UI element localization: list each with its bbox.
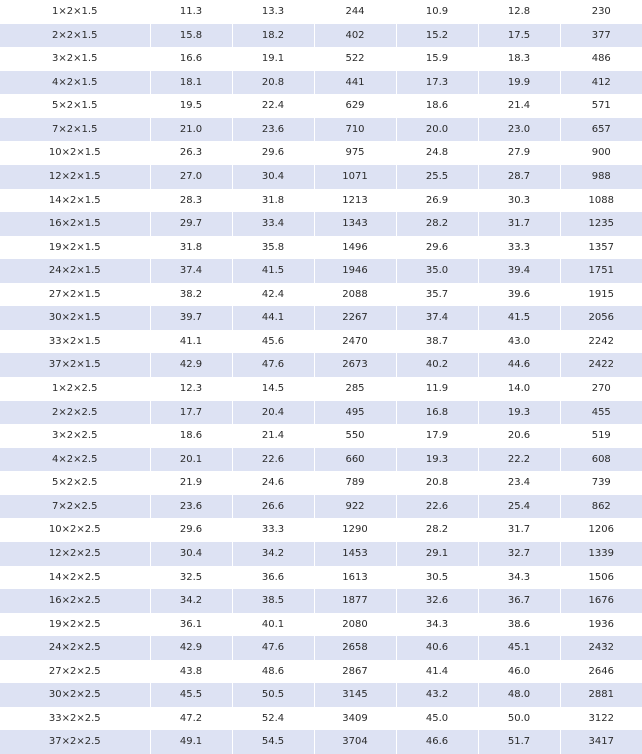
value-cell-4: 15.2 — [396, 24, 478, 48]
table-row — [0, 236, 642, 260]
value-cell-3: 1946 — [314, 259, 396, 283]
value-cell-6: 2056 — [560, 306, 642, 330]
value-cell-2: 18.2 — [232, 24, 314, 48]
value-cell-1: 29.6 — [150, 518, 232, 542]
value-cell-1: 18.1 — [150, 71, 232, 95]
value-cell-3: 3145 — [314, 683, 396, 707]
value-cell-4: 19.3 — [396, 448, 478, 472]
table-row — [0, 401, 642, 425]
value-cell-4: 15.9 — [396, 47, 478, 71]
value-cell-2: 45.6 — [232, 330, 314, 354]
value-cell-5: 23.4 — [478, 471, 560, 495]
spec-cell: 37×2×2.5 — [0, 730, 150, 754]
value-cell-5: 12.8 — [478, 0, 560, 24]
value-cell-5: 36.7 — [478, 589, 560, 613]
value-cell-3: 789 — [314, 471, 396, 495]
value-cell-4: 35.7 — [396, 283, 478, 307]
value-cell-3: 2088 — [314, 283, 396, 307]
spec-cell: 27×2×2.5 — [0, 660, 150, 684]
value-cell-2: 19.1 — [232, 47, 314, 71]
value-cell-2: 24.6 — [232, 471, 314, 495]
value-cell-6: 1339 — [560, 542, 642, 566]
table-row — [0, 424, 642, 448]
value-cell-5: 17.5 — [478, 24, 560, 48]
value-cell-4: 40.2 — [396, 353, 478, 377]
value-cell-2: 23.6 — [232, 118, 314, 142]
table-row — [0, 118, 642, 142]
value-cell-3: 1290 — [314, 518, 396, 542]
table-row — [0, 613, 642, 637]
value-cell-1: 28.3 — [150, 189, 232, 213]
table-row — [0, 707, 642, 731]
value-cell-6: 900 — [560, 141, 642, 165]
value-cell-5: 31.7 — [478, 212, 560, 236]
table-row — [0, 566, 642, 590]
spec-cell: 33×2×2.5 — [0, 707, 150, 731]
spec-cell: 19×2×2.5 — [0, 613, 150, 637]
value-cell-6: 2242 — [560, 330, 642, 354]
table-row — [0, 683, 642, 707]
value-cell-3: 975 — [314, 141, 396, 165]
spec-cell: 30×2×1.5 — [0, 306, 150, 330]
value-cell-5: 19.3 — [478, 401, 560, 425]
value-cell-4: 28.2 — [396, 518, 478, 542]
spec-cell: 16×2×2.5 — [0, 589, 150, 613]
table-row — [0, 448, 642, 472]
table-row — [0, 141, 642, 165]
value-cell-1: 39.7 — [150, 306, 232, 330]
spec-cell: 7×2×1.5 — [0, 118, 150, 142]
value-cell-5: 19.9 — [478, 71, 560, 95]
table-row — [0, 212, 642, 236]
value-cell-3: 660 — [314, 448, 396, 472]
value-cell-5: 45.1 — [478, 636, 560, 660]
value-cell-2: 20.8 — [232, 71, 314, 95]
value-cell-2: 34.2 — [232, 542, 314, 566]
value-cell-1: 17.7 — [150, 401, 232, 425]
table-row — [0, 330, 642, 354]
value-cell-5: 46.0 — [478, 660, 560, 684]
table-row — [0, 189, 642, 213]
value-cell-2: 35.8 — [232, 236, 314, 260]
value-cell-3: 522 — [314, 47, 396, 71]
table-row — [0, 542, 642, 566]
value-cell-6: 1915 — [560, 283, 642, 307]
spec-cell: 10×2×1.5 — [0, 141, 150, 165]
spec-cell: 5×2×1.5 — [0, 94, 150, 118]
value-cell-3: 1213 — [314, 189, 396, 213]
value-cell-4: 28.2 — [396, 212, 478, 236]
value-cell-6: 862 — [560, 495, 642, 519]
spec-cell: 4×2×2.5 — [0, 448, 150, 472]
spec-cell: 33×2×1.5 — [0, 330, 150, 354]
value-cell-3: 1343 — [314, 212, 396, 236]
value-cell-1: 21.0 — [150, 118, 232, 142]
value-cell-3: 3704 — [314, 730, 396, 754]
value-cell-6: 1506 — [560, 566, 642, 590]
value-cell-6: 1936 — [560, 613, 642, 637]
value-cell-5: 18.3 — [478, 47, 560, 71]
value-cell-5: 44.6 — [478, 353, 560, 377]
value-cell-5: 27.9 — [478, 141, 560, 165]
value-cell-5: 21.4 — [478, 94, 560, 118]
value-cell-1: 31.8 — [150, 236, 232, 260]
value-cell-4: 22.6 — [396, 495, 478, 519]
spec-cell: 1×2×1.5 — [0, 0, 150, 24]
value-cell-4: 32.6 — [396, 589, 478, 613]
value-cell-3: 441 — [314, 71, 396, 95]
spec-cell: 12×2×1.5 — [0, 165, 150, 189]
value-cell-4: 25.5 — [396, 165, 478, 189]
value-cell-6: 3122 — [560, 707, 642, 731]
value-cell-2: 31.8 — [232, 189, 314, 213]
value-cell-5: 14.0 — [478, 377, 560, 401]
value-cell-1: 11.3 — [150, 0, 232, 24]
table-row — [0, 165, 642, 189]
value-cell-2: 29.6 — [232, 141, 314, 165]
value-cell-2: 47.6 — [232, 636, 314, 660]
value-cell-1: 19.5 — [150, 94, 232, 118]
value-cell-6: 1676 — [560, 589, 642, 613]
table-row — [0, 353, 642, 377]
table-row — [0, 589, 642, 613]
value-cell-3: 1877 — [314, 589, 396, 613]
table-row — [0, 471, 642, 495]
value-cell-2: 26.6 — [232, 495, 314, 519]
table-row — [0, 636, 642, 660]
table-row — [0, 94, 642, 118]
value-cell-4: 30.5 — [396, 566, 478, 590]
value-cell-5: 32.7 — [478, 542, 560, 566]
value-cell-2: 20.4 — [232, 401, 314, 425]
spec-cell: 4×2×1.5 — [0, 71, 150, 95]
value-cell-1: 20.1 — [150, 448, 232, 472]
value-cell-6: 1751 — [560, 259, 642, 283]
value-cell-5: 33.3 — [478, 236, 560, 260]
spec-cell: 19×2×1.5 — [0, 236, 150, 260]
value-cell-1: 26.3 — [150, 141, 232, 165]
spec-cell: 2×2×1.5 — [0, 24, 150, 48]
spec-cell: 14×2×2.5 — [0, 566, 150, 590]
value-cell-4: 40.6 — [396, 636, 478, 660]
value-cell-3: 550 — [314, 424, 396, 448]
value-cell-2: 36.6 — [232, 566, 314, 590]
value-cell-4: 45.0 — [396, 707, 478, 731]
value-cell-6: 2881 — [560, 683, 642, 707]
value-cell-4: 34.3 — [396, 613, 478, 637]
value-cell-5: 23.0 — [478, 118, 560, 142]
value-cell-4: 46.6 — [396, 730, 478, 754]
value-cell-1: 16.6 — [150, 47, 232, 71]
table-row — [0, 377, 642, 401]
value-cell-6: 2432 — [560, 636, 642, 660]
value-cell-1: 30.4 — [150, 542, 232, 566]
value-cell-1: 41.1 — [150, 330, 232, 354]
value-cell-2: 42.4 — [232, 283, 314, 307]
value-cell-1: 42.9 — [150, 636, 232, 660]
value-cell-1: 49.1 — [150, 730, 232, 754]
value-cell-3: 1453 — [314, 542, 396, 566]
value-cell-6: 486 — [560, 47, 642, 71]
value-cell-6: 519 — [560, 424, 642, 448]
value-cell-3: 2673 — [314, 353, 396, 377]
value-cell-4: 24.8 — [396, 141, 478, 165]
spec-cell: 24×2×1.5 — [0, 259, 150, 283]
value-cell-2: 33.3 — [232, 518, 314, 542]
spec-cell: 16×2×1.5 — [0, 212, 150, 236]
value-cell-3: 1496 — [314, 236, 396, 260]
value-cell-2: 54.5 — [232, 730, 314, 754]
table-row — [0, 306, 642, 330]
value-cell-6: 230 — [560, 0, 642, 24]
value-cell-3: 285 — [314, 377, 396, 401]
value-cell-3: 495 — [314, 401, 396, 425]
value-cell-2: 13.3 — [232, 0, 314, 24]
table-row — [0, 730, 642, 754]
value-cell-2: 22.4 — [232, 94, 314, 118]
value-cell-6: 412 — [560, 71, 642, 95]
value-cell-2: 48.6 — [232, 660, 314, 684]
table-row — [0, 660, 642, 684]
value-cell-4: 29.6 — [396, 236, 478, 260]
value-cell-6: 2646 — [560, 660, 642, 684]
value-cell-3: 3409 — [314, 707, 396, 731]
value-cell-1: 45.5 — [150, 683, 232, 707]
value-cell-2: 30.4 — [232, 165, 314, 189]
value-cell-5: 34.3 — [478, 566, 560, 590]
value-cell-4: 17.3 — [396, 71, 478, 95]
value-cell-2: 22.6 — [232, 448, 314, 472]
spec-cell: 3×2×2.5 — [0, 424, 150, 448]
spec-cell: 10×2×2.5 — [0, 518, 150, 542]
value-cell-2: 38.5 — [232, 589, 314, 613]
value-cell-2: 47.6 — [232, 353, 314, 377]
value-cell-4: 18.6 — [396, 94, 478, 118]
value-cell-6: 1235 — [560, 212, 642, 236]
value-cell-2: 40.1 — [232, 613, 314, 637]
value-cell-4: 29.1 — [396, 542, 478, 566]
value-cell-6: 270 — [560, 377, 642, 401]
value-cell-2: 21.4 — [232, 424, 314, 448]
value-cell-5: 39.6 — [478, 283, 560, 307]
value-cell-6: 1206 — [560, 518, 642, 542]
value-cell-4: 11.9 — [396, 377, 478, 401]
value-cell-1: 21.9 — [150, 471, 232, 495]
value-cell-6: 608 — [560, 448, 642, 472]
value-cell-1: 29.7 — [150, 212, 232, 236]
value-cell-3: 2470 — [314, 330, 396, 354]
spec-cell: 5×2×2.5 — [0, 471, 150, 495]
value-cell-5: 28.7 — [478, 165, 560, 189]
value-cell-1: 18.6 — [150, 424, 232, 448]
value-cell-5: 25.4 — [478, 495, 560, 519]
value-cell-3: 2658 — [314, 636, 396, 660]
value-cell-6: 1088 — [560, 189, 642, 213]
spec-cell: 24×2×2.5 — [0, 636, 150, 660]
value-cell-4: 41.4 — [396, 660, 478, 684]
table-row — [0, 259, 642, 283]
table-row — [0, 47, 642, 71]
value-cell-5: 30.3 — [478, 189, 560, 213]
value-cell-2: 44.1 — [232, 306, 314, 330]
value-cell-4: 17.9 — [396, 424, 478, 448]
value-cell-5: 51.7 — [478, 730, 560, 754]
value-cell-5: 50.0 — [478, 707, 560, 731]
value-cell-4: 38.7 — [396, 330, 478, 354]
value-cell-5: 41.5 — [478, 306, 560, 330]
value-cell-5: 31.7 — [478, 518, 560, 542]
spec-cell: 14×2×1.5 — [0, 189, 150, 213]
value-cell-3: 1071 — [314, 165, 396, 189]
value-cell-5: 43.0 — [478, 330, 560, 354]
value-cell-1: 15.8 — [150, 24, 232, 48]
spec-cell: 1×2×2.5 — [0, 377, 150, 401]
value-cell-1: 34.2 — [150, 589, 232, 613]
value-cell-1: 37.4 — [150, 259, 232, 283]
value-cell-6: 2422 — [560, 353, 642, 377]
value-cell-6: 571 — [560, 94, 642, 118]
value-cell-1: 12.3 — [150, 377, 232, 401]
value-cell-3: 922 — [314, 495, 396, 519]
value-cell-6: 657 — [560, 118, 642, 142]
spec-cell: 37×2×1.5 — [0, 353, 150, 377]
value-cell-6: 3417 — [560, 730, 642, 754]
value-cell-1: 27.0 — [150, 165, 232, 189]
value-cell-1: 36.1 — [150, 613, 232, 637]
spec-cell: 27×2×1.5 — [0, 283, 150, 307]
value-cell-6: 1357 — [560, 236, 642, 260]
value-cell-3: 2867 — [314, 660, 396, 684]
value-cell-2: 41.5 — [232, 259, 314, 283]
value-cell-2: 50.5 — [232, 683, 314, 707]
value-cell-1: 23.6 — [150, 495, 232, 519]
value-cell-1: 47.2 — [150, 707, 232, 731]
value-cell-4: 20.0 — [396, 118, 478, 142]
value-cell-3: 1613 — [314, 566, 396, 590]
value-cell-2: 14.5 — [232, 377, 314, 401]
value-cell-4: 10.9 — [396, 0, 478, 24]
table-row — [0, 518, 642, 542]
value-cell-4: 43.2 — [396, 683, 478, 707]
table-row — [0, 0, 642, 24]
value-cell-6: 739 — [560, 471, 642, 495]
value-cell-6: 988 — [560, 165, 642, 189]
value-cell-1: 43.8 — [150, 660, 232, 684]
value-cell-3: 2267 — [314, 306, 396, 330]
value-cell-4: 26.9 — [396, 189, 478, 213]
value-cell-1: 32.5 — [150, 566, 232, 590]
value-cell-1: 38.2 — [150, 283, 232, 307]
value-cell-3: 710 — [314, 118, 396, 142]
value-cell-5: 48.0 — [478, 683, 560, 707]
spec-cell: 12×2×2.5 — [0, 542, 150, 566]
value-cell-5: 20.6 — [478, 424, 560, 448]
value-cell-4: 37.4 — [396, 306, 478, 330]
value-cell-6: 377 — [560, 24, 642, 48]
value-cell-5: 38.6 — [478, 613, 560, 637]
spec-cell: 3×2×1.5 — [0, 47, 150, 71]
spec-cell: 30×2×2.5 — [0, 683, 150, 707]
value-cell-2: 52.4 — [232, 707, 314, 731]
value-cell-5: 22.2 — [478, 448, 560, 472]
value-cell-3: 629 — [314, 94, 396, 118]
value-cell-1: 42.9 — [150, 353, 232, 377]
value-cell-6: 455 — [560, 401, 642, 425]
value-cell-4: 16.8 — [396, 401, 478, 425]
table-row — [0, 71, 642, 95]
value-cell-3: 2080 — [314, 613, 396, 637]
value-cell-5: 39.4 — [478, 259, 560, 283]
spec-cell: 2×2×2.5 — [0, 401, 150, 425]
value-cell-2: 33.4 — [232, 212, 314, 236]
spec-cell: 7×2×2.5 — [0, 495, 150, 519]
table-row — [0, 283, 642, 307]
table-row — [0, 495, 642, 519]
value-cell-4: 20.8 — [396, 471, 478, 495]
value-cell-3: 402 — [314, 24, 396, 48]
value-cell-3: 244 — [314, 0, 396, 24]
table-row — [0, 24, 642, 48]
value-cell-4: 35.0 — [396, 259, 478, 283]
